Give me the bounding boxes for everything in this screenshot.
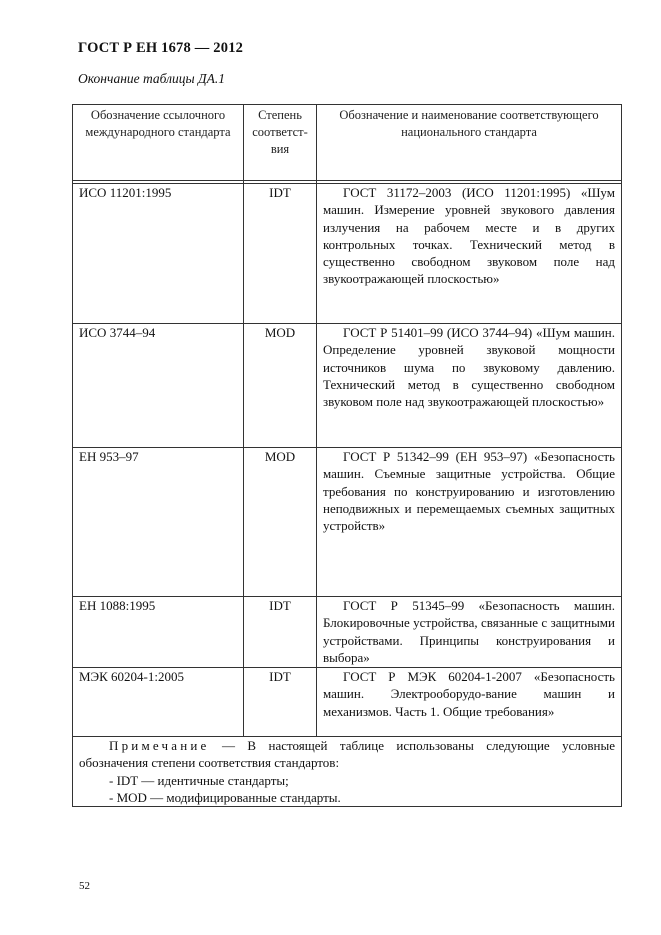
- degree-cell: MOD: [244, 448, 317, 597]
- ref-standard-cell: ЕН 1088:1995: [73, 597, 244, 668]
- national-standard-cell: ГОСТ Р 51342–99 (ЕН 953–97) «Безопасность машин. Съемные защитные устройства. Общие требования по конструированию и изготовлению неподвижных и перемещаемых съемных защитных устройств»: [317, 448, 622, 597]
- table-row: [73, 448, 622, 597]
- degree-cell: IDT: [244, 184, 317, 324]
- table-row: [73, 597, 622, 668]
- ref-standard-cell: МЭК 60204-1:2005: [73, 668, 244, 737]
- national-standard-cell: ГОСТ Р МЭК 60204-1-2007 «Безопасность машин. Электрооборудо-вание машин и механизмов. Часть 1. Общие требования»: [317, 668, 622, 737]
- degree-cell: MOD: [244, 324, 317, 448]
- table-row: [73, 324, 622, 448]
- table-note-row: [73, 737, 622, 807]
- table-note: [73, 737, 622, 807]
- table-caption: Окончание таблицы ДА.1: [78, 71, 225, 86]
- ref-standard-cell: ИСО 3744–94: [73, 324, 244, 448]
- reference-standards-table: [72, 104, 622, 807]
- document-title: ГОСТ Р ЕН 1678 — 2012: [78, 40, 244, 56]
- ref-standard-cell: ЕН 953–97: [73, 448, 244, 597]
- note-item-idt: - IDT — идентичные стандарты;: [109, 772, 289, 788]
- column-header-international-standard: Обозначение ссылочного международного стандарта: [73, 105, 244, 181]
- column-header-national-standard: Обозначение и наименование соответствующего национального стандарта: [317, 105, 622, 181]
- note-label: Примечание: [109, 738, 210, 753]
- ref-standard-cell: ИСО 11201:1995: [73, 184, 244, 324]
- degree-cell: IDT: [244, 668, 317, 737]
- degree-cell: IDT: [244, 597, 317, 668]
- national-standard-cell: ГОСТ 31172–2003 (ИСО 11201:1995) «Шум машин. Измерение уровней звукового давления излучения на рабочем месте и в других контрольных точках. Технический метод в существенно свободном звуковом поле над звукоотражающей плоскостью»: [317, 184, 622, 324]
- table-row: [73, 668, 622, 737]
- note-paragraph: [79, 737, 615, 772]
- column-header-degree: Степень соответст-вия: [244, 105, 317, 181]
- national-standard-cell: ГОСТ Р 51401–99 (ИСО 3744–94) «Шум машин. Определение уровней звуковой мощности источников шума по звуковому давлению. Технический метод в существенно свободном звуковом поле над звукоотражающей плоскостью»: [317, 324, 622, 448]
- table-header-row: [73, 105, 622, 181]
- page-number: 52: [79, 880, 90, 892]
- table-row: [73, 184, 622, 324]
- note-item-mod: - MOD — модифицированные стандарты.: [109, 789, 341, 805]
- national-standard-cell: ГОСТ Р 51345–99 «Безопасность машин. Блокировочные устройства, связанные с защитными устройствами. Принципы конструирования и выбора»: [317, 597, 622, 668]
- note-text: — В настоящей таблице использованы следующие условные обозначения степени соответствия стандартов:: [79, 738, 615, 771]
